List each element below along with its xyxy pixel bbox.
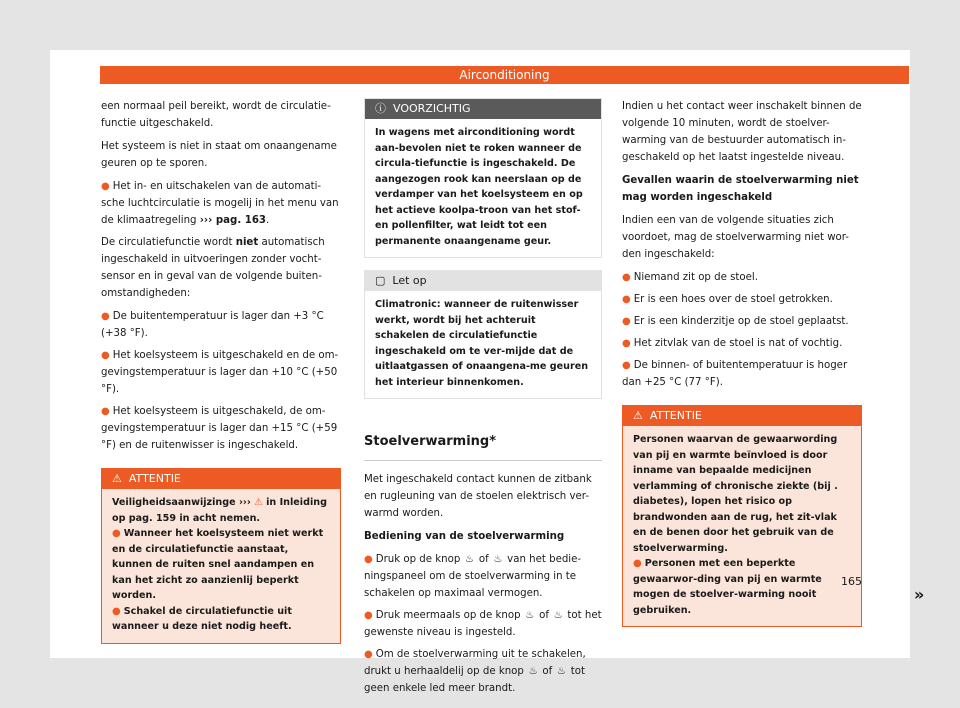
paragraph: Met ingeschakeld contact kunnen de zitbank en rugleuning van de stoelen elektrisch ver-warmd worden. (364, 474, 592, 519)
list-item: ● Druk meermaals op de knop ♨ of ♨ tot het gewenste niveau is ingesteld. (364, 607, 602, 641)
section-header: Airconditioning (100, 66, 909, 84)
bullet-icon: ● (622, 272, 631, 283)
bullet-icon: ● (101, 406, 110, 417)
bullet-icon: ● (101, 181, 110, 192)
seat-heat-left-icon: ♨ (525, 610, 535, 621)
bullet-icon: ● (364, 649, 373, 660)
warning-icon: ⚠ (254, 497, 263, 508)
column-1 (101, 98, 341, 644)
page-number: 165 (841, 575, 862, 588)
warning-header: ⚠ ATTENTIE (623, 406, 861, 426)
note-icon: ▢ (375, 274, 386, 287)
subheading: Bediening van de stoelverwarming (364, 531, 565, 542)
caution-header: ⓘ VOORZICHTIG (365, 99, 601, 119)
note-body: Climatronic: wanneer de ruitenwisser werkt, wordt bij het achteruit schakelen de circulatiefunctie ingeschakeld om te ver-mijde dat de uitlaatgassen of onaangena-me geuren het interieur binnenkomen. (375, 299, 589, 388)
warning-icon: ⚠ (633, 409, 643, 422)
seat-heat-right-icon: ♨ (553, 610, 563, 621)
paragraph: Indien u het contact weer inschakelt binnen de volgende 10 minuten, wordt de stoelver-warming van de bestuurder automatisch in-geschakeld op het laatst ingestelde niveau. (622, 101, 862, 163)
paragraph: een normaal peil bereikt, wordt de circulatie-functie uitgeschakeld. (101, 101, 331, 129)
list-item: ● Druk op de knop ♨ of ♨ van het bedie-ningspaneel om de stoelverwarming in te schakelen op maximaal vermogen. (364, 551, 602, 602)
warning-box (101, 468, 341, 644)
note-box (364, 270, 602, 399)
bullet-icon: ● (112, 605, 121, 617)
caution-box (364, 98, 602, 258)
bullet-icon: ● (633, 558, 642, 569)
page-link[interactable]: ››› pag. 163 (199, 215, 267, 226)
paragraph: De circulatiefunctie wordt niet automatisch ingeschakeld in uitvoeringen zonder vocht-sensor en in geval van de volgende buiten-omstandigheden: (101, 237, 325, 299)
bullet-icon: ● (364, 610, 373, 621)
list-item: ● Het koelsysteem is uitgeschakeld en de om-gevingstemperatuur is lager dan +10 °C (+50 °F). (101, 350, 339, 395)
list-item: ● Er is een hoes over de stoel getrokken. (622, 294, 833, 305)
bullet-icon: ● (622, 360, 631, 371)
warning-box (622, 405, 862, 627)
list-item: ● De buitentemperatuur is lager dan +3 °C (+38 °F). (101, 311, 324, 339)
warning-body: Personen waarvan de gewaarwording van pij en warmte beïnvloed is door inname van bepaalde medicijnen verlamming of chronische ziekte (bij . diabetes), lopen het risico op brandwonden aan de rug, het zit-vlak en de benen door het gebruik van de stoelverwarming. ● Personen met een beperkte gewaarwor-ding van pij en warmte mogen de stoelver-warming nooit gebruiken. (633, 434, 838, 616)
list-item: ● Er is een kinderzitje op de stoel geplaatst. (622, 316, 849, 327)
list-item: ● Het in- en uitschakelen van de automati-sche luchtcirculatie is mogelij in het menu van de klimaatregeling ››› pag. 163. (101, 181, 339, 226)
bullet-icon: ● (101, 311, 110, 322)
list-item: ● Om de stoelverwarming uit te schakelen, drukt u herhaaldelij op de knop ♨ of ♨ tot geen enkele led meer brandt. (364, 649, 586, 694)
column-2 (364, 98, 602, 702)
paragraph: Indien een van de volgende situaties zich voordoet, mag de stoelverwarming niet wor-den ingeschakeld: (622, 215, 849, 260)
bullet-icon: ● (101, 350, 110, 361)
page (50, 50, 925, 694)
paragraph: Het systeem is niet in staat om onaangename geuren op te sporen. (101, 141, 337, 169)
warning-header: ⚠ ATTENTIE (102, 469, 340, 489)
warning-icon: ⚠ (112, 472, 122, 485)
section-heading: Stoelverwarming* (364, 425, 602, 461)
bullet-icon: ● (622, 316, 631, 327)
subheading: Gevallen waarin de stoelverwarming niet mag worden ingeschakeld (622, 175, 859, 203)
bullet-icon: ● (364, 554, 373, 565)
bullet-icon: ● (622, 338, 631, 349)
list-item: ● Het zitvlak van de stoel is nat of vochtig. (622, 338, 843, 349)
list-item: ● De binnen- of buitentemperatuur is hoger dan +25 °C (77 °F). (622, 360, 848, 388)
note-header: ▢ Let op (365, 271, 601, 291)
list-item: ● Het koelsysteem is uitgeschakeld, de om-gevingstemperatuur is lager dan +15 °C (+59 °F) en de ruitenwisser is ingeschakeld. (101, 406, 338, 451)
bullet-icon: ● (622, 294, 631, 305)
seat-heat-left-icon: ♨ (528, 666, 538, 677)
warning-body: Veiligheidsaanwijzinge ››› ⚠ in Inleiding op pag. 159 in acht nemen. ● Wanneer het koelsysteem niet werkt en de circulatiefunctie aanstaat, kunnen de ruiten snel aandampen en kan het zicht zo aanzienlij beperkt worden. ● Schakel de circulatiefunctie uit wanneer u deze niet nodig heeft. (112, 497, 327, 632)
continue-mark: » (914, 585, 925, 604)
info-circle-icon: ⓘ (375, 102, 386, 115)
column-3 (622, 98, 862, 627)
caution-body: In wagens met airconditioning wordt aan-bevolen niet te roken wanneer de circula-tiefunctie is ingeschakeld. De aangezogen rook kan neerslaan op de verdamper van het koelsysteem en op het actieve koolpa-troon van het stof- en pollenfilter, wat leidt tot een permanente onaangename geur. (365, 119, 601, 257)
seat-heat-right-icon: ♨ (493, 554, 503, 565)
seat-heat-right-icon: ♨ (556, 666, 567, 677)
seat-heat-left-icon: ♨ (465, 554, 475, 565)
bullet-icon: ● (112, 528, 121, 539)
list-item: ● Niemand zit op de stoel. (622, 272, 758, 283)
